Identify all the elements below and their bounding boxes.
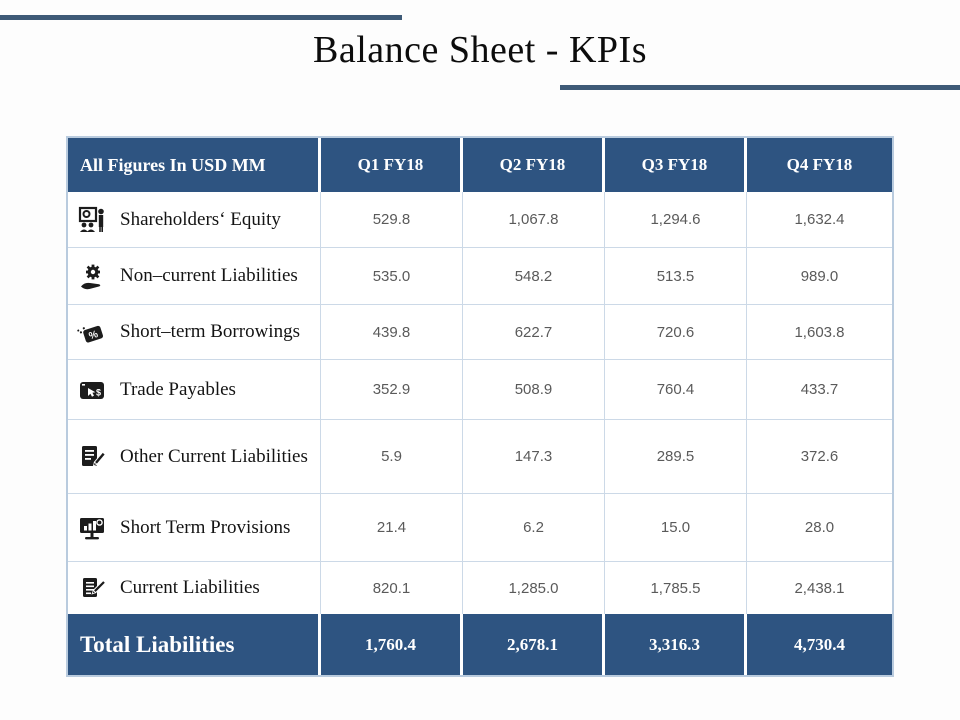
row-label: Short Term Provisions [120, 516, 291, 538]
header-q4: Q4 FY18 [786, 155, 853, 174]
team-presentation-icon [77, 205, 107, 235]
document-pencil-icon [77, 573, 107, 603]
cell-value: 820.1 [321, 562, 463, 614]
svg-text:%: % [87, 328, 100, 343]
discount-tag-icon [77, 317, 107, 347]
table-row [68, 494, 892, 562]
cell-value: 289.5 [605, 420, 747, 493]
total-value: 1,760.4 [321, 614, 463, 675]
header-label: All Figures In USD MM [68, 138, 321, 192]
header-q3: Q3 FY18 [605, 138, 747, 192]
total-value: 2,678.1 [463, 614, 605, 675]
row-label-cell [68, 494, 321, 561]
cell-value: 1,632.4 [794, 211, 845, 228]
top-left-rule [0, 15, 402, 20]
document-edit-icon [77, 442, 107, 472]
row-label-cell [68, 420, 321, 493]
cell-value: 1,067.8 [463, 192, 605, 247]
cell-value: 548.2 [463, 248, 605, 304]
cell-value: 21.4 [321, 494, 463, 561]
cell-value: 147.3 [463, 420, 605, 493]
row-label-cell [68, 305, 321, 359]
page-title: Balance Sheet - KPIs [313, 29, 647, 71]
table-row [68, 248, 892, 305]
cell-value: 439.8 [321, 305, 463, 359]
row-label-cell [68, 360, 321, 419]
row-label-cell [68, 562, 321, 614]
row-label: Current Liabilities [120, 577, 260, 598]
table-row [68, 420, 892, 494]
cell-value: 535.0 [321, 248, 463, 304]
cell-value: 1,294.6 [605, 192, 747, 247]
total-value: 3,316.3 [605, 614, 747, 675]
row-label: Shareholders‘ Equity [120, 208, 281, 230]
row-label: Trade Payables [120, 378, 236, 400]
row-label-cell [68, 248, 321, 304]
svg-text:$: $ [95, 387, 102, 397]
row-label: Other Current Liabilities [120, 445, 308, 467]
row-label: Short–term Borrowings [120, 321, 300, 342]
cell-value: 433.7 [800, 381, 839, 398]
cell-value: 15.0 [605, 494, 747, 561]
cell-value: 5.9 [321, 420, 463, 493]
header-q1: Q1 FY18 [321, 138, 463, 192]
cell-value: 352.9 [321, 360, 463, 419]
cell-value: 989.0 [800, 267, 839, 285]
table-row [68, 192, 892, 248]
cell-value: 622.7 [463, 305, 605, 359]
table-row [68, 360, 892, 420]
table-row [68, 562, 892, 614]
table-header-row [68, 138, 892, 192]
cell-value: 372.6 [800, 448, 839, 465]
table-row [68, 305, 892, 360]
gear-hand-icon [77, 261, 107, 291]
cell-value: 513.5 [605, 248, 747, 304]
cell-value: 28.0 [804, 519, 835, 536]
cell-value: 1,785.5 [605, 562, 747, 614]
kpi-table [66, 136, 894, 677]
table-total-row [68, 614, 892, 675]
row-label: Non–current Liabilities [120, 265, 298, 286]
payment-window-icon [77, 375, 107, 405]
cell-value: 1,285.0 [463, 562, 605, 614]
cell-value: 529.8 [321, 192, 463, 247]
cell-value: 2,438.1 [794, 579, 845, 597]
header-q2: Q2 FY18 [463, 138, 605, 192]
row-label-cell [68, 192, 321, 247]
cell-value: 6.2 [463, 494, 605, 561]
cell-value: 1,603.8 [794, 323, 845, 341]
cell-value: 760.4 [605, 360, 747, 419]
title-underline-rule [560, 85, 960, 90]
cell-value: 720.6 [605, 305, 747, 359]
total-label: Total Liabilities [68, 614, 321, 675]
monitor-chart-icon [77, 513, 107, 543]
cell-value: 508.9 [463, 360, 605, 419]
total-value: 4,730.4 [794, 634, 845, 654]
